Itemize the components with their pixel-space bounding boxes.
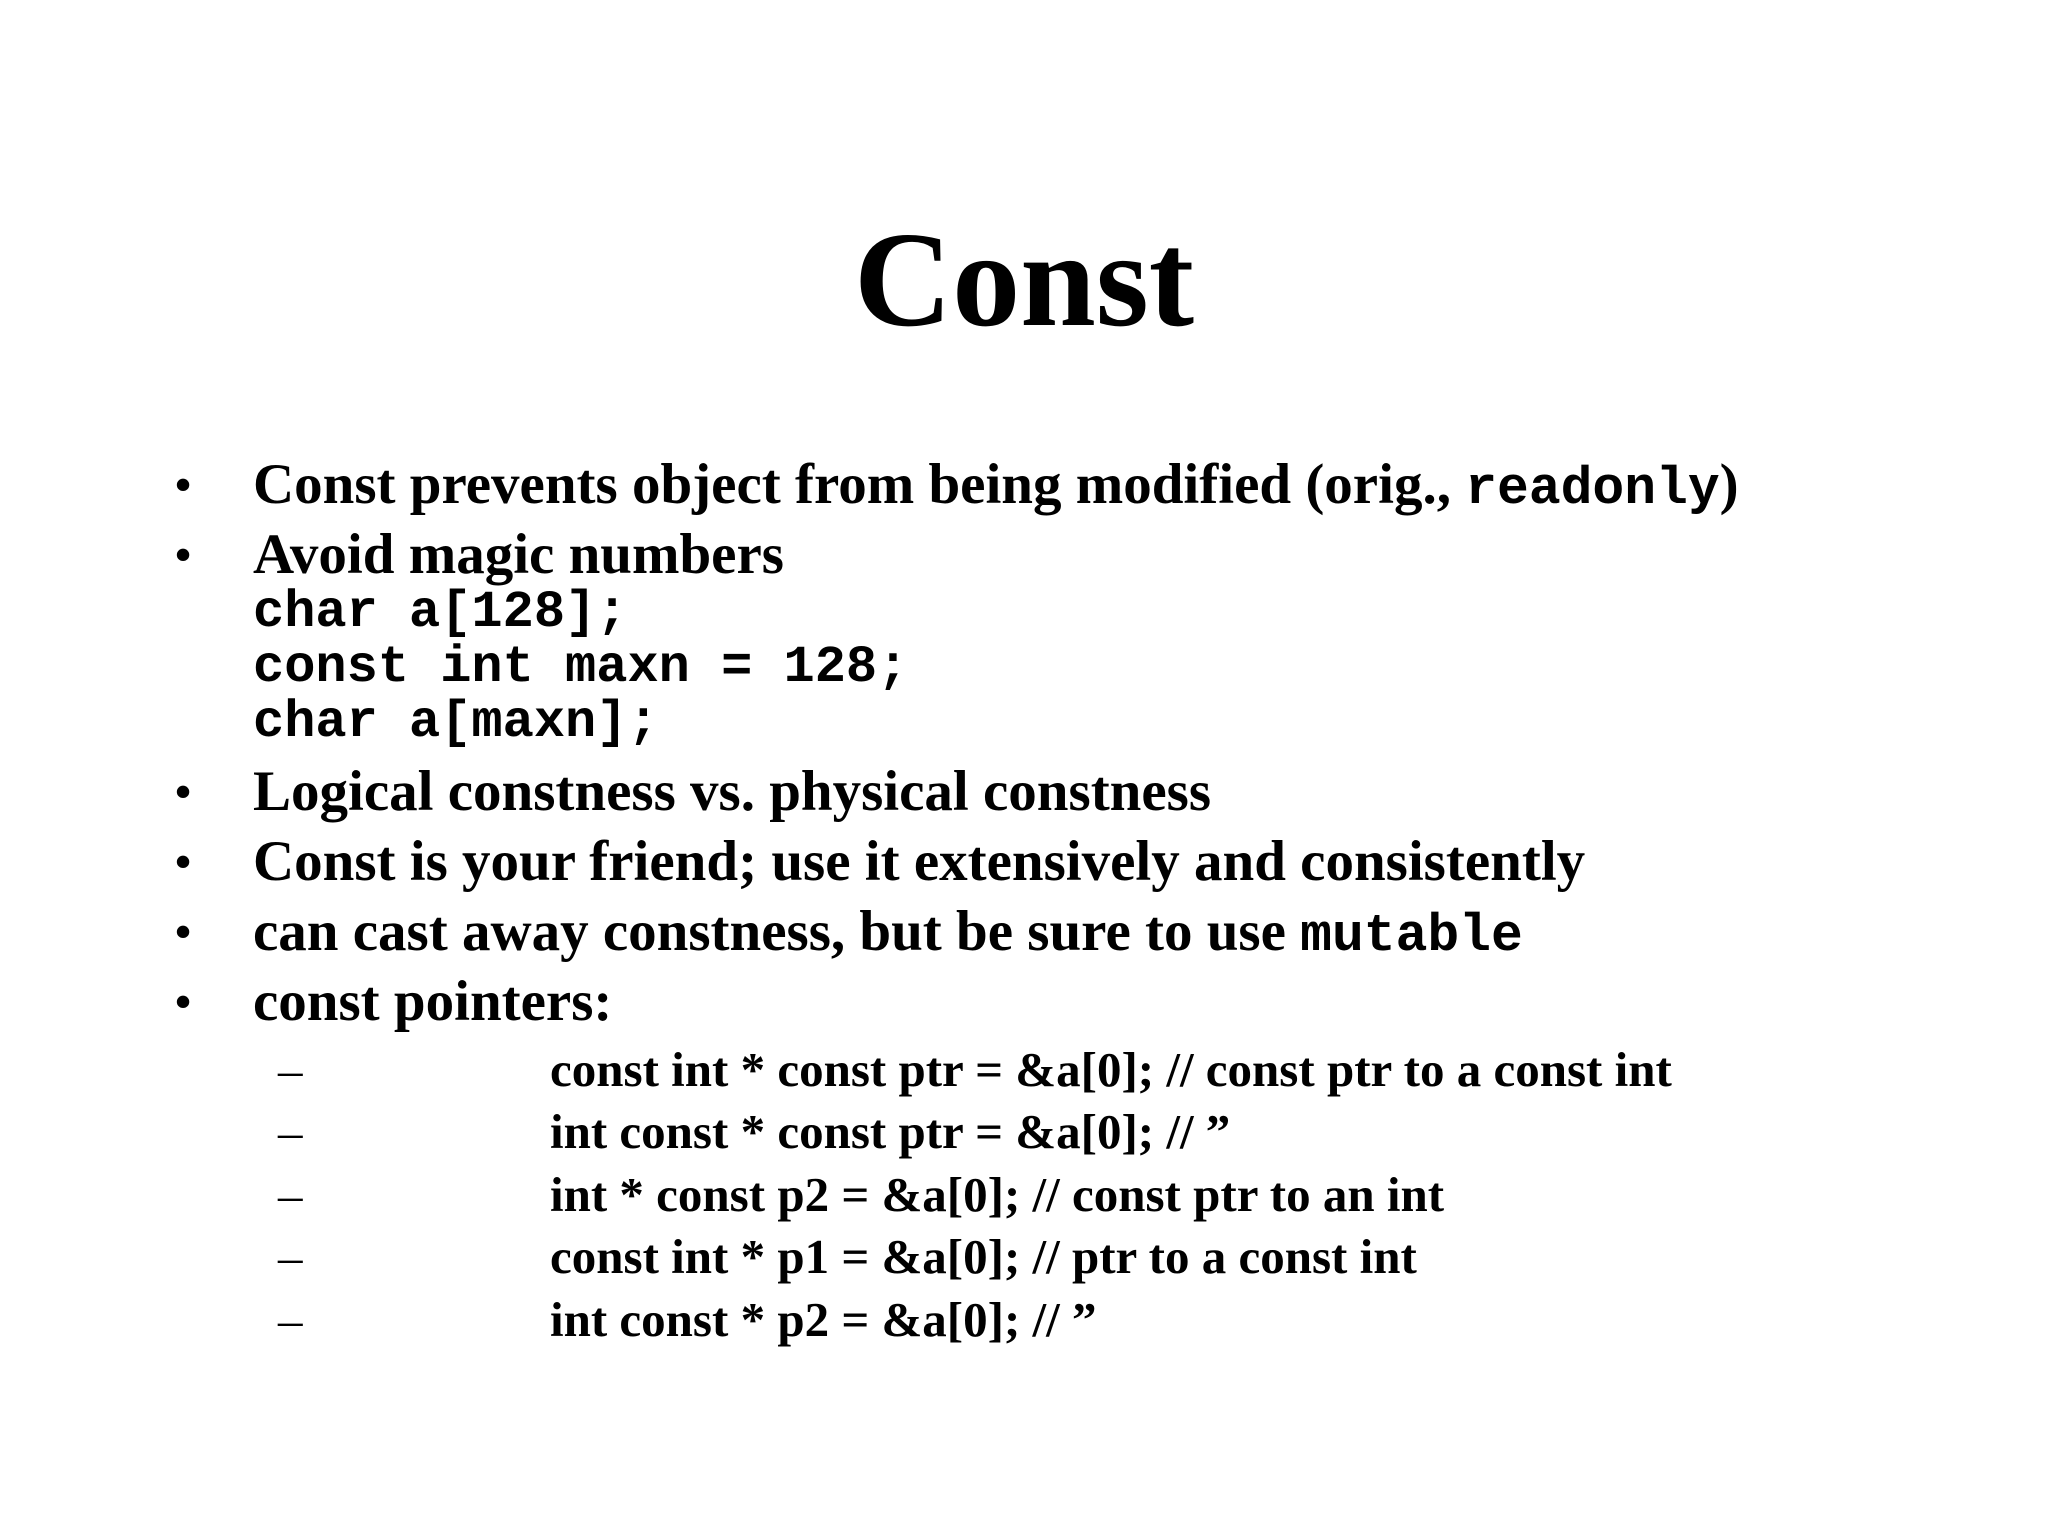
bullet-text: can cast away constness, but be sure to use mutable [253,900,1523,966]
code-line: char a[128]; [253,583,628,642]
bullet-icon: • [175,766,192,817]
sub-bullet-text: const int * p1 = &a[0]; // ptr to a const int [550,1229,1417,1284]
dash-icon: – [278,1229,303,1284]
code-line: const int maxn = 128; [253,638,909,697]
bullet-text: Avoid magic numbers [253,523,784,586]
dash-icon: – [278,1042,303,1097]
inline-code: readonly [1465,459,1720,519]
bullet-icon: • [175,459,192,510]
slide-title: Const [853,205,1195,355]
dash-icon: – [278,1104,303,1159]
bullet-icon: • [175,836,192,887]
bullet-text: Const prevents object from being modified (orig., readonly) [253,453,1739,519]
sub-bullet-text: int * const p2 = &a[0]; // const ptr to an int [550,1167,1445,1222]
sub-bullet-text: int const * const ptr = &a[0]; // ” [550,1104,1231,1159]
bullet-text: Logical constness vs. physical constness [253,760,1212,823]
sub-bullet-text: int const * p2 = &a[0]; // ” [550,1292,1097,1347]
bullet-icon: • [175,976,192,1027]
bullet-icon: • [175,529,192,580]
bullet-text: const pointers: [253,970,613,1033]
dash-icon: – [278,1167,303,1222]
bullet-text: Const is your friend; use it extensively and consistently [253,830,1586,893]
inline-code: mutable [1300,906,1523,966]
code-line: char a[maxn]; [253,693,659,752]
dash-icon: – [278,1292,303,1347]
bullet-icon: • [175,906,192,957]
sub-bullet-text: const int * const ptr = &a[0]; // const ptr to a const int [550,1042,1672,1097]
